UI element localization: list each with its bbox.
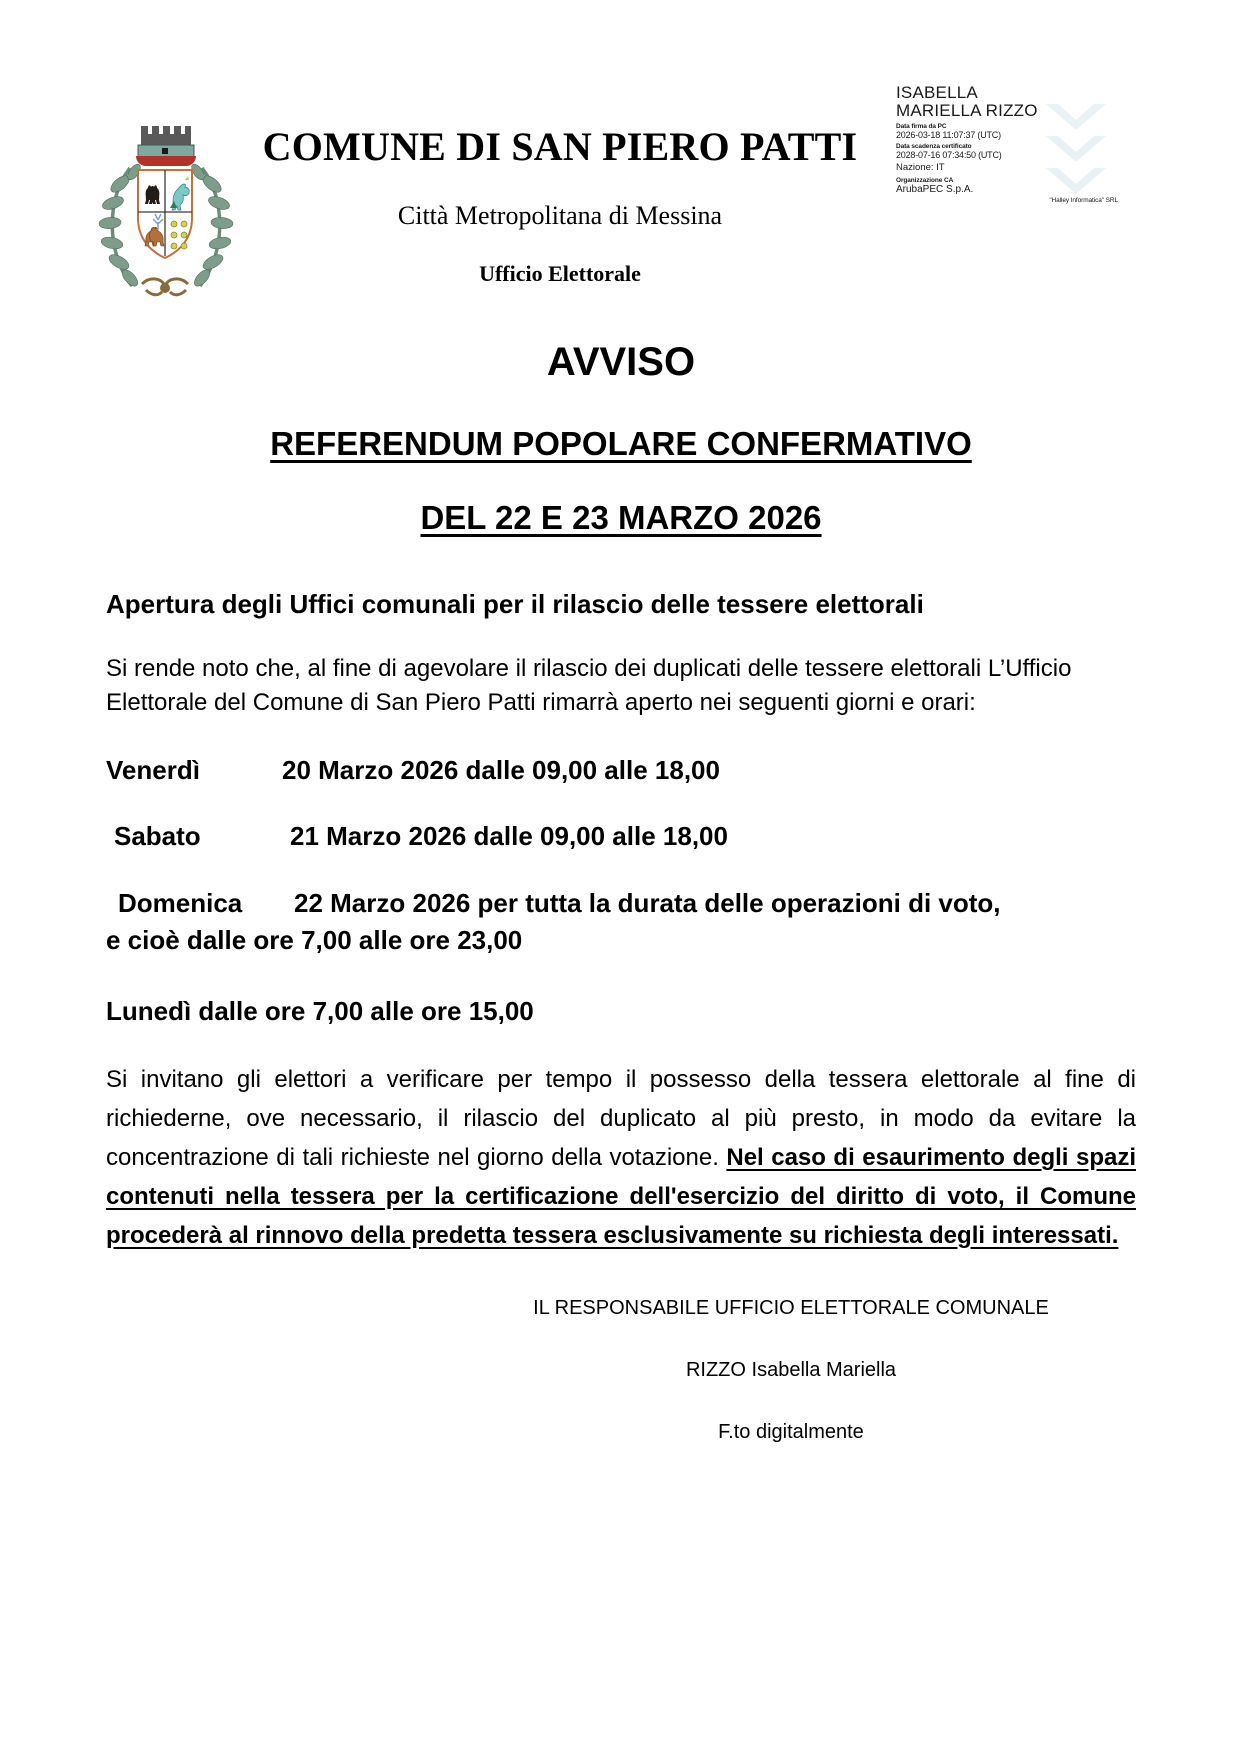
schedule-detail-domenica: 22 Marzo 2026 per tutta la durata delle operazioni di voto, xyxy=(294,887,1001,918)
referendum-dates xyxy=(106,500,1136,536)
referendum-dates-text: DEL 22 E 23 MARZO 2026 xyxy=(420,499,822,537)
schedule-day-sabato: Sabato xyxy=(114,821,201,852)
document-header xyxy=(0,0,1241,286)
header-text-block xyxy=(240,125,880,287)
page-title: COMUNE DI SAN PIERO PATTI xyxy=(262,124,858,169)
schedule-row-domenica xyxy=(106,887,1136,920)
schedule-row-venerdi xyxy=(106,754,1136,787)
referendum-heading xyxy=(106,426,1136,462)
closing-paragraph-emphasis: Nel caso di esaurimento degli spazi contenuti nella tessera per la certificazione dell'esercizio del diritto di voto, il Comune procederà al rinnovo della predetta tessera esclusivamente su richiesta degli interessati. xyxy=(106,1143,1136,1249)
closing-paragraph xyxy=(106,1061,1136,1255)
section-subheading: Apertura degli Uffici comunali per il rilascio delle tessere elettorali xyxy=(106,588,924,619)
signature-holder: "Halley Informatica" SRL xyxy=(1049,196,1118,204)
avviso-heading: AVVISO xyxy=(546,340,696,384)
schedule-domenica-continuation: e cioè dalle ore 7,00 alle ore 23,00 xyxy=(106,925,523,956)
signature-footer xyxy=(106,1295,1136,1445)
signature-expiry-value: 2028-07-16 07:34:50 (UTC) xyxy=(896,150,1002,161)
signature-last-name: MARIELLA RIZZO xyxy=(896,100,1038,120)
footer-signed-digitally: F.to digitalmente xyxy=(718,1421,864,1444)
footer-role: IL RESPONSABILE UFFICIO ELETTORALE COMUNALE xyxy=(533,1297,1049,1320)
footer-name: RIZZO Isabella Mariella xyxy=(685,1359,897,1382)
closing-paragraph-normal: Si invitano gli elettori a verificare per tempo il possesso della tessera elettorale al fine di richiederne, ove necessario, il rilascio del duplicato al più presto, in modo da evitare la concentrazione di tali richieste nel giorno della votazione. xyxy=(106,1066,1136,1171)
schedule-row-lunedi: Lunedì dalle ore 7,00 alle ore 15,00 xyxy=(106,995,534,1026)
office-label: Ufficio Elettorale xyxy=(479,261,641,286)
schedule-detail-venerdi: 20 Marzo 2026 dalle 09,00 alle 18,00 xyxy=(282,754,720,785)
signature-nation: Nazione: IT xyxy=(896,161,945,173)
schedule-detail-sabato: 21 Marzo 2026 dalle 09,00 alle 18,00 xyxy=(290,821,728,852)
document-body xyxy=(106,330,1136,1445)
signature-expiry-label: Data scadenza certificato xyxy=(896,143,972,151)
signature-org-value: ArubaPEC S.p.A. xyxy=(896,184,974,196)
digital-signature-stamp xyxy=(896,83,1118,204)
intro-paragraph: Si rende noto che, al fine di agevolare il rilascio dei duplicati delle tessere elettorali L’Ufficio Elettorale del Comune di San Piero Patti rimarrà aperto nei seguenti giorni e orari: xyxy=(106,654,1072,716)
signature-first-name: ISABELLA xyxy=(896,83,978,102)
coat-of-arms-icon xyxy=(96,108,236,308)
schedule-day-domenica: Domenica xyxy=(118,887,243,918)
schedule-row-sabato xyxy=(106,820,1136,853)
schedule-day-venerdi: Venerdì xyxy=(106,754,200,785)
signature-org-label: Organizzazione CA xyxy=(896,177,954,184)
signature-sign-date-label: Data firma da PC xyxy=(896,122,947,130)
province-label: Città Metropolitana di Messina xyxy=(397,201,723,230)
signature-sign-date-value: 2026-03-18 11:07:37 (UTC) xyxy=(896,129,1001,140)
referendum-heading-text: REFERENDUM POPOLARE CONFERMATIVO xyxy=(270,425,972,462)
